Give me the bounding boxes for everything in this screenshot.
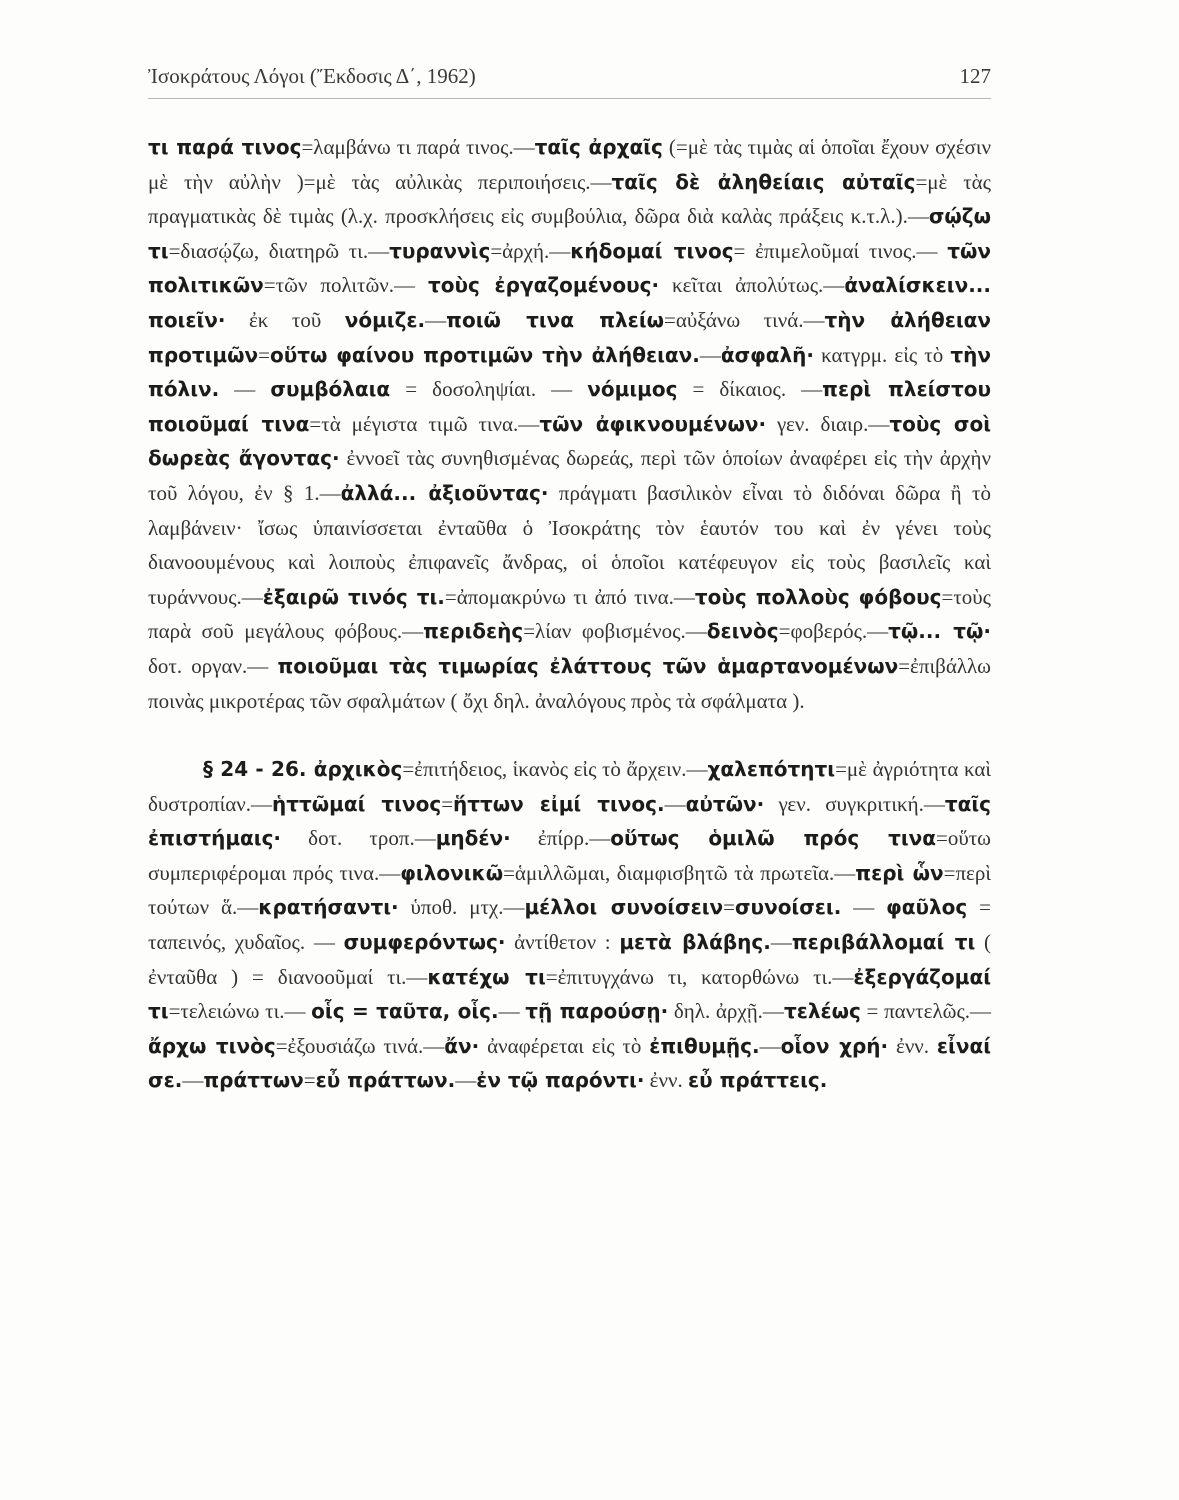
lemma-term: χαλεπότητι — [707, 757, 836, 782]
lemma-term: τοὺς ἐργαζομένους· — [428, 273, 660, 298]
lemma-term: περὶ πλείστου ποιοῦμαί τινα — [148, 377, 991, 436]
gloss-text: — — [841, 895, 887, 920]
lemma-term: τι παρά τινος — [148, 135, 302, 159]
lemma-term: ἄρχω τινὸς — [148, 1033, 276, 1058]
gloss-text: =αὐξάνω τινά.— — [664, 307, 825, 332]
lemma-term: ἥττων εἰμί τινος. — [453, 791, 665, 816]
lemma-term: τῷ... τῷ· — [888, 619, 991, 644]
gloss-text: = δίκαιος. — — [677, 377, 823, 402]
lemma-term: κρατήσαντι· — [258, 895, 399, 920]
lemma-term: ταῖς ἐπιστήμαις· — [148, 791, 991, 851]
lemma-term: περὶ ὧν — [855, 860, 944, 885]
gloss-text: =διασῴζω, διατηρῶ τι.— — [168, 238, 390, 263]
lemma-term: οἷς = ταῦτα, οἷς. — [311, 999, 499, 1024]
gloss-text: ἐννοεῖ τὰς συνηθισμένας δωρεάς, περὶ τῶν ὁποίων ἀναφέρει εἰς τὴν ἀρχὴν τοῦ λόγου, ἐν § 1.— — [148, 446, 991, 505]
lemma-term: τῶν πολιτικῶν — [148, 238, 991, 298]
lemma-term: σῴζω τι — [148, 204, 991, 263]
gloss-text: κεῖται ἀπολύτως.— — [659, 273, 845, 298]
gloss-text: πράγματι βασιλικὸν εἶναι τὸ διδόναι δῶρα ἢ τὸ λαμβάνειν· ἴσως ὑπαινίσσεται ἐνταῦθα ὁ Ἰσοκράτης τὸν ἑαυτόν του καὶ ἐν γένει τοὺς διανοουμένους καὶ λοιποὺς ἐπιφανεῖς ἄνδρας, οἱ ὁποῖοι κατέφευγον εἰς τοὺς βασιλεῖς καὶ τυράννους.— — [148, 480, 991, 609]
gloss-text: =λίαν φοβισμένος.— — [523, 619, 707, 644]
gloss-text: δηλ. ἀρχῇ.— — [668, 999, 784, 1024]
lemma-term: συμφερόντως· — [343, 930, 506, 955]
gloss-text: =ἀπομακρύνω τι ἀπό τινα.— — [444, 584, 695, 609]
lemma-term: οὕτω φαίνου προτιμῶν τὴν ἀλήθειαν. — [270, 342, 700, 367]
gloss-text: = παντελῶς.— — [860, 999, 992, 1024]
lemma-term: αὐτῶν· — [685, 791, 765, 816]
gloss-text: — — [699, 342, 721, 367]
lemma-term: συνοίσει. — [734, 895, 842, 920]
lemma-term: οὕτως ὁμιλῶ πρός τινα — [610, 826, 936, 851]
gloss-text: ἐνν. — [644, 1068, 688, 1093]
gloss-text: — — [664, 791, 686, 816]
lemma-term: ταῖς δὲ ἀληθείαις αὐταῖς — [611, 169, 916, 194]
gloss-text: γεν. διαιρ.— — [766, 411, 890, 436]
gloss-text: — — [425, 307, 447, 332]
lemma-term: τοὺς σοὶ δωρεὰς ἄγοντας· — [148, 411, 992, 471]
gloss-text: =τῶν πολιτῶν.— — [263, 273, 428, 298]
gloss-text: ἐπίρρ.— — [510, 826, 611, 851]
gloss-text: — — [455, 1068, 477, 1093]
gloss-text: δοτ. τροπ.— — [281, 826, 436, 851]
gloss-text: =λαμβάνω τι παρά τινος.— — [301, 135, 535, 159]
gloss-text: =μὲ ἀγριότητα καὶ δυστροπίαν.— — [148, 757, 991, 816]
lemma-term: ποιοῦμαι τὰς τιμωρίας ἐλάττους τῶν ἁμαρτανομένων — [277, 653, 899, 678]
lemma-term: ἀσφαλῆ· — [720, 342, 815, 367]
gloss-text: = — [258, 342, 270, 367]
lemma-term: τελέως — [783, 999, 861, 1024]
running-title: Ἰσοκράτους Λόγοι (Ἔκδοσις Δ΄, 1962) — [148, 64, 476, 88]
lemma-term: εἶναί σε. — [148, 1033, 992, 1093]
gloss-text: ἀναφέρεται εἰς τὸ — [479, 1033, 650, 1058]
gloss-text: ( ἐνταῦθα ) = διανοοῦμαί τι.— — [148, 930, 991, 989]
gloss-text: (=μὲ τὰς τιμὰς αἱ ὁποῖαι ἔχουν σχέσιν μὲ τὴν αὐλὴν )=μὲ τὰς αὐλικὰς περιποιήσεις.— — [148, 135, 992, 194]
lemma-term: ἀλλά... ἀξιοῦντας· — [340, 480, 549, 505]
gloss-text: = δοσοληψίαι. — — [390, 377, 588, 402]
gloss-text: γεν. συγκριτική.— — [764, 791, 945, 816]
paragraph-2 — [148, 752, 991, 1098]
lemma-term: δεινὸς — [706, 619, 779, 644]
lemma-term: ἄν· — [444, 1033, 480, 1058]
lemma-term: τῶν ἀφικνουμένων· — [539, 411, 767, 436]
lemma-term: νόμιμος — [587, 377, 678, 402]
lemma-term: ἡττῶμαί τινος — [272, 791, 442, 816]
gloss-text: =οὕτω συμπεριφέρομαι πρός τινα.— — [148, 826, 992, 885]
gloss-text: =ἀρχή.— — [490, 238, 571, 263]
gloss-text: δοτ. οργαν.— — [148, 653, 278, 678]
gloss-text: =ἐπιτήδειος, ἱκανὸς εἰς τὸ ἄρχειν.— — [402, 757, 708, 782]
lemma-term: τοὺς πολλοὺς φόβους — [694, 584, 942, 609]
lemma-term: εὖ πράττων. — [315, 1068, 456, 1093]
gloss-text: = — [723, 895, 735, 920]
gloss-text: =φοβερός.— — [778, 619, 889, 644]
gloss-text: ἐκ τοῦ — [225, 307, 345, 332]
gloss-text: = — [303, 1068, 316, 1093]
gloss-text: = ἐπιμελοῦμαί τινος.— — [733, 238, 948, 263]
lemma-term: ἐξεργάζομαί τι — [148, 964, 991, 1024]
lemma-term: μηδέν· — [435, 826, 511, 851]
lemma-term: συμβόλαια — [270, 377, 391, 402]
lemma-term: κήδομαί τινος — [570, 238, 734, 263]
running-header — [148, 62, 991, 99]
lemma-term: ἐξαιρῶ τινός τι. — [262, 584, 445, 609]
gloss-text: =μὲ τὰς πραγματικὰς δὲ τιμὰς (λ.χ. προσκλήσεις εἰς συμβούλια, δῶρα διὰ καλὰς πράξεις κ.τ.λ.).— — [148, 169, 991, 229]
lemma-term: περιδεὴς — [423, 619, 524, 644]
gloss-text: ἐνν. — [888, 1033, 937, 1058]
page-number: 127 — [959, 64, 991, 88]
lemma-term: ἐπιθυμῇς. — [649, 1033, 760, 1058]
lemma-term: τῇ παρούσῃ· — [525, 999, 669, 1024]
lemma-term: κατέχω τι — [427, 964, 546, 989]
lemma-term: § 24 - 26. ἀρχικὸς — [203, 757, 403, 782]
gloss-text: — — [219, 377, 271, 402]
lemma-term: εὖ πράττεις. — [687, 1068, 828, 1093]
lemma-term: νόμιζε. — [344, 307, 426, 332]
gloss-text: ἀντίθετον : — [505, 930, 620, 955]
paragraph-1 — [148, 130, 991, 718]
gloss-text: ὑποθ. μτχ.— — [398, 895, 525, 920]
gloss-text: =τὰ μέγιστα τιμῶ τινα.— — [309, 411, 540, 436]
gloss-text: — — [759, 1033, 781, 1058]
gloss-text: =τοὺς παρὰ σοῦ μεγάλους φόβους.— — [148, 584, 991, 644]
gloss-text: = ταπεινός, χυδαῖος. — — [148, 895, 991, 955]
gloss-text: =περὶ τούτων ἅ.— — [148, 860, 992, 920]
lemma-term: πράττων — [203, 1068, 304, 1093]
lemma-term: ἐν τῷ παρόντι· — [476, 1068, 645, 1093]
lemma-term: φιλονικῶ — [400, 860, 504, 885]
gloss-text: =ἁμιλλῶμαι, διαμφισβητῶ τὰ πρωτεῖα.— — [503, 860, 856, 885]
gloss-text: =ἐπιτυγχάνω τι, κατορθώνω τι.— — [545, 964, 854, 989]
lemma-term: μετὰ βλάβης. — [619, 930, 771, 955]
lemma-term: ποιῶ τινα πλείω — [446, 307, 664, 332]
gloss-text: — — [182, 1068, 204, 1093]
commentary-text — [148, 130, 991, 1098]
gloss-text: =ἐπιβάλλω ποινὰς μικροτέρας τῶν σφαλμάτων ( ὄχι δηλ. ἀναλόγους πρὸς τὰ σφάλματα ). — [148, 653, 992, 713]
lemma-term: μέλλοι συνοίσειν — [524, 895, 724, 920]
lemma-term: ταῖς ἀρχαῖς — [534, 135, 663, 159]
gloss-text: — — [498, 999, 526, 1024]
gloss-text: =τελειώνω τι.— — [168, 999, 312, 1024]
gloss-text: κατγρμ. εἰς τὸ — [814, 342, 951, 367]
gloss-text: = — [441, 791, 454, 816]
lemma-term: τὴν πόλιν. — [148, 342, 991, 402]
lemma-term: τυραννὶς — [389, 238, 491, 263]
lemma-term: ἀναλίσκειν... ποιεῖν· — [148, 273, 991, 332]
gloss-text: — — [770, 930, 792, 955]
lemma-term: περιβάλλομαί τι — [791, 930, 976, 955]
gloss-text: =ἐξουσιάζω τινά.— — [275, 1033, 445, 1058]
lemma-term: φαῦλος — [886, 895, 968, 920]
lemma-term: τὴν ἀλήθειαν προτιμῶν — [148, 307, 991, 367]
lemma-term: οἷον χρή· — [780, 1033, 889, 1058]
